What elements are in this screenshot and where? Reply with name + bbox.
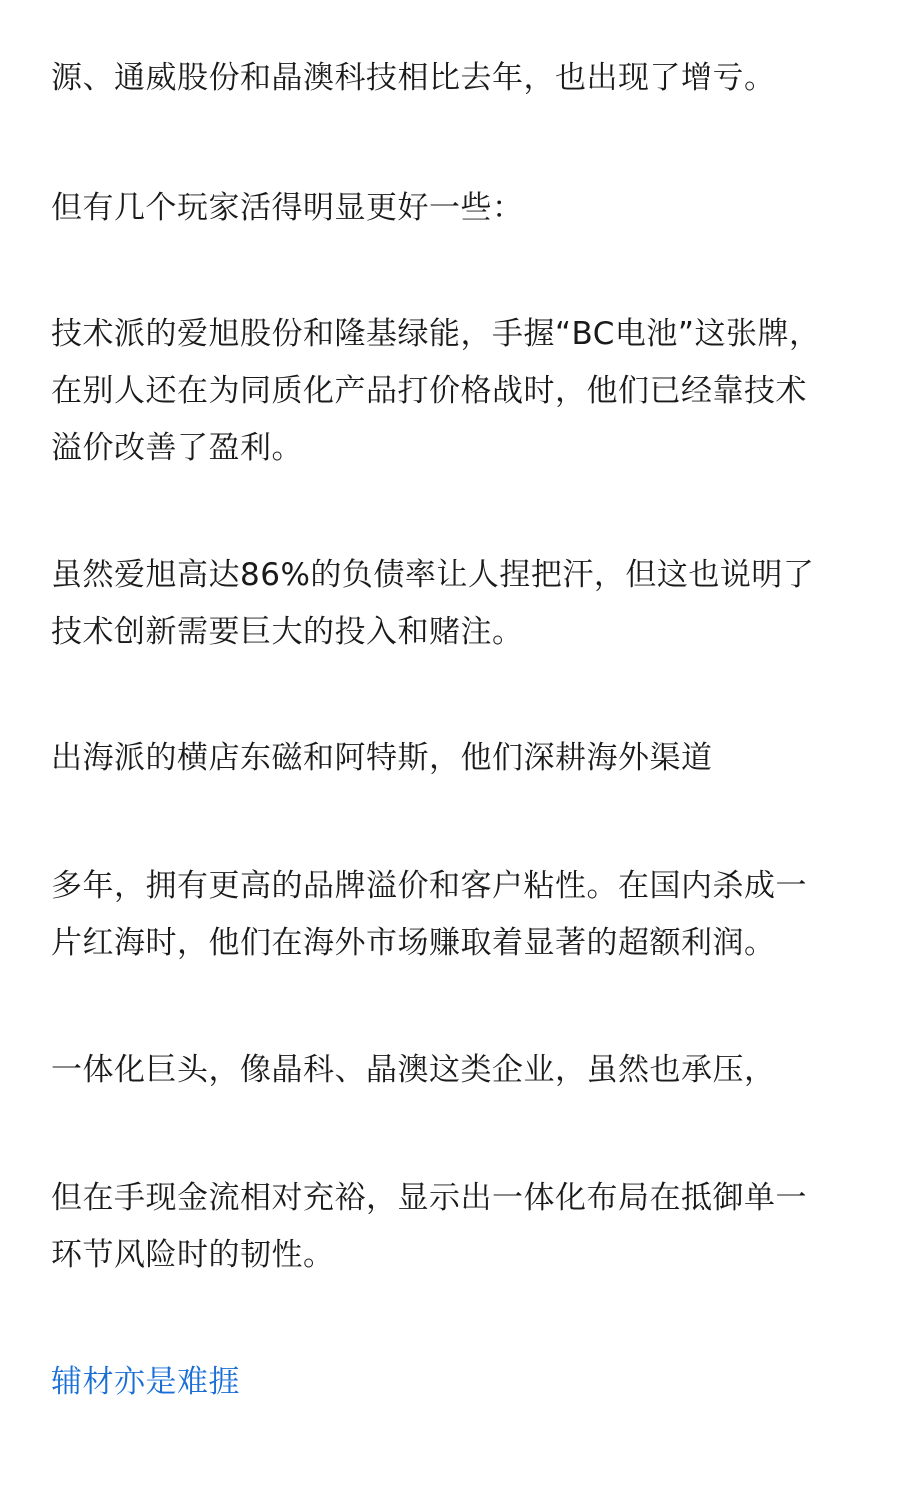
paragraph: 但在手现金流相对充裕，显示出一体化布局在抵御单一 环节风险时的韧性。 bbox=[51, 1180, 807, 1273]
paragraph: 一体化巨头，像晶科、晶澳这类企业，虽然也承压， bbox=[51, 1052, 776, 1088]
paragraph: 但有几个玩家活得明显更好一些： bbox=[51, 190, 524, 226]
paragraph: 虽然爱旭高达86%的负债率让人捏把汗，但这也说明了 技术创新需要巨大的投入和赌注。 bbox=[51, 557, 815, 650]
paragraph: 源、通威股份和晶澳科技相比去年，也出现了增亏。 bbox=[51, 60, 776, 96]
section-heading-link[interactable]: 辅材亦是难捱 bbox=[51, 1364, 240, 1400]
paragraph: 出海派的横店东磁和阿特斯，他们深耕海外渠道 bbox=[51, 740, 713, 776]
paragraph: 多年，拥有更高的品牌溢价和客户粘性。在国内杀成一 片红海时，他们在海外市场赚取着显著的超额利润。 bbox=[51, 868, 807, 961]
paragraph: 技术派的爱旭股份和隆基绿能，手握“BC电池”这张牌， 在别人还在为同质化产品打价格战时，他们已经靠技术 溢价改善了盈利。 bbox=[51, 316, 821, 466]
